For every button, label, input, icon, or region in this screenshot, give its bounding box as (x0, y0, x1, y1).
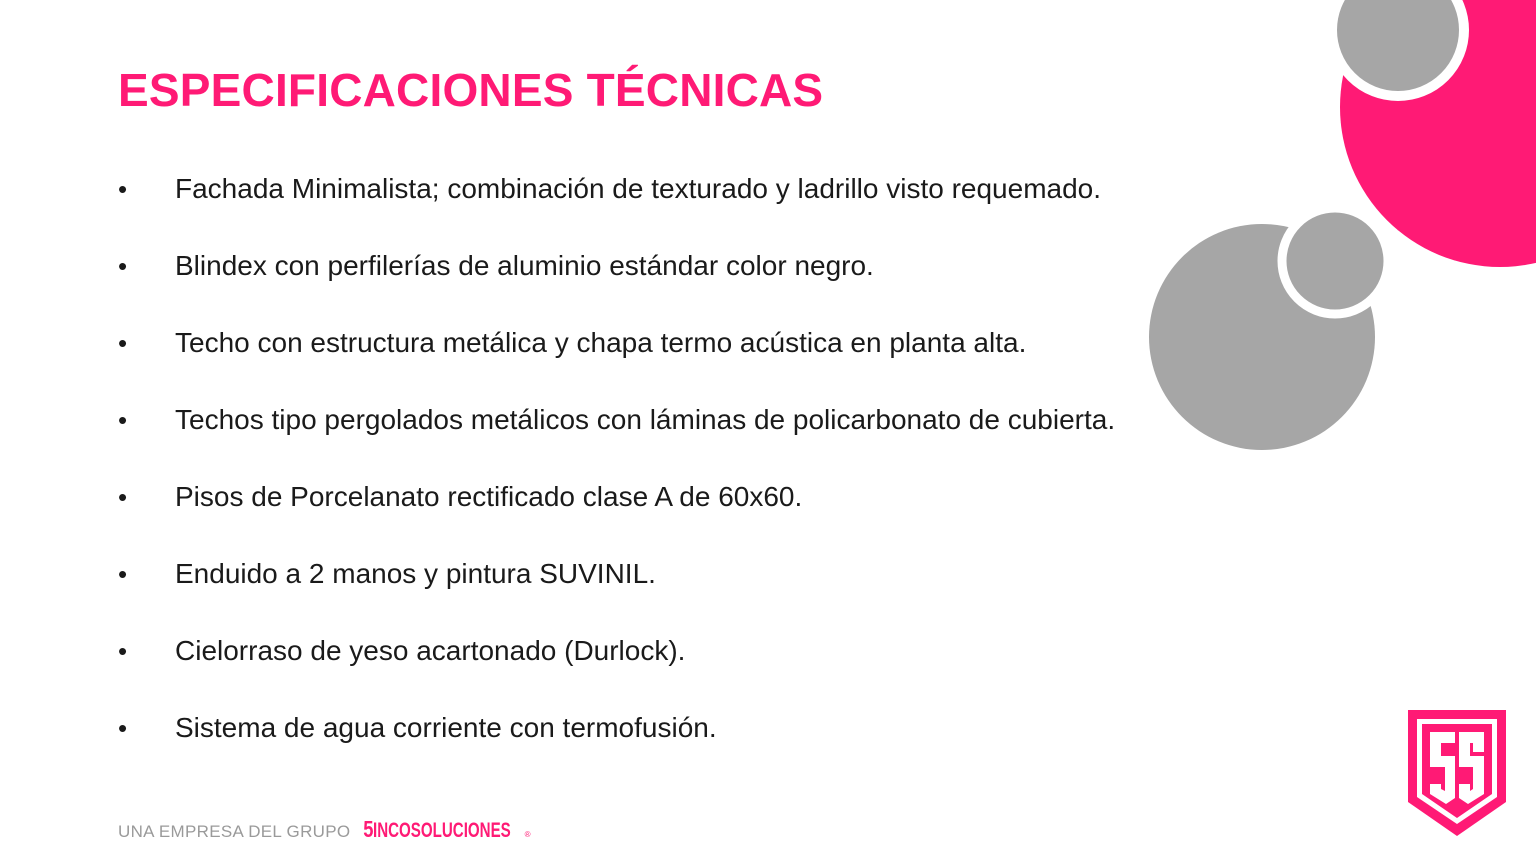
list-item (118, 458, 1115, 535)
list-item (118, 381, 1115, 458)
list-item (118, 535, 1115, 612)
bullet-icon: • (118, 250, 128, 281)
bullet-icon: • (118, 635, 128, 666)
list-item (118, 150, 1115, 227)
footer (118, 816, 530, 843)
medium-gray-circle (1282, 208, 1388, 314)
bullet-icon: • (118, 712, 128, 743)
shield-5s-logo (1408, 710, 1506, 836)
brand-name: INCOSOLUCIONES (373, 819, 511, 842)
bullet-icon: • (118, 327, 128, 358)
bullet-text: Sistema de agua corriente con termofusión. (175, 711, 717, 743)
list-item (118, 304, 1115, 381)
bullet-text: Fachada Minimalista; combinación de texturado y ladrillo visto requemado. (175, 172, 1102, 204)
bullet-text: Techo con estructura metálica y chapa termo acústica en planta alta. (175, 326, 1027, 358)
bullet-list (118, 150, 1115, 766)
footer-text: UNA EMPRESA DEL GRUPO (118, 822, 351, 841)
registered-mark: ® (524, 830, 531, 839)
top-gray-circle (1332, 0, 1464, 96)
list-item (118, 612, 1115, 689)
bullet-text: Techos tipo pergolados metálicos con láminas de policarbonato de cubierta. (175, 403, 1116, 435)
brand-logo (362, 816, 530, 843)
brand-digit: 5 (363, 816, 374, 842)
bullet-text: Enduido a 2 manos y pintura SUVINIL. (175, 557, 656, 589)
bullet-icon: • (118, 558, 128, 589)
list-item (118, 227, 1115, 304)
page-title: ESPECIFICACIONES TÉCNICAS (118, 64, 824, 116)
list-item (118, 689, 1115, 766)
bullet-text: Blindex con perfilerías de aluminio estándar color negro. (175, 249, 874, 281)
bullet-icon: • (118, 481, 128, 512)
bullet-icon: • (118, 404, 128, 435)
bullet-icon: • (118, 173, 128, 204)
bullet-text: Cielorraso de yeso acartonado (Durlock). (175, 634, 686, 666)
bullet-text: Pisos de Porcelanato rectificado clase A de 60x60. (175, 480, 803, 512)
